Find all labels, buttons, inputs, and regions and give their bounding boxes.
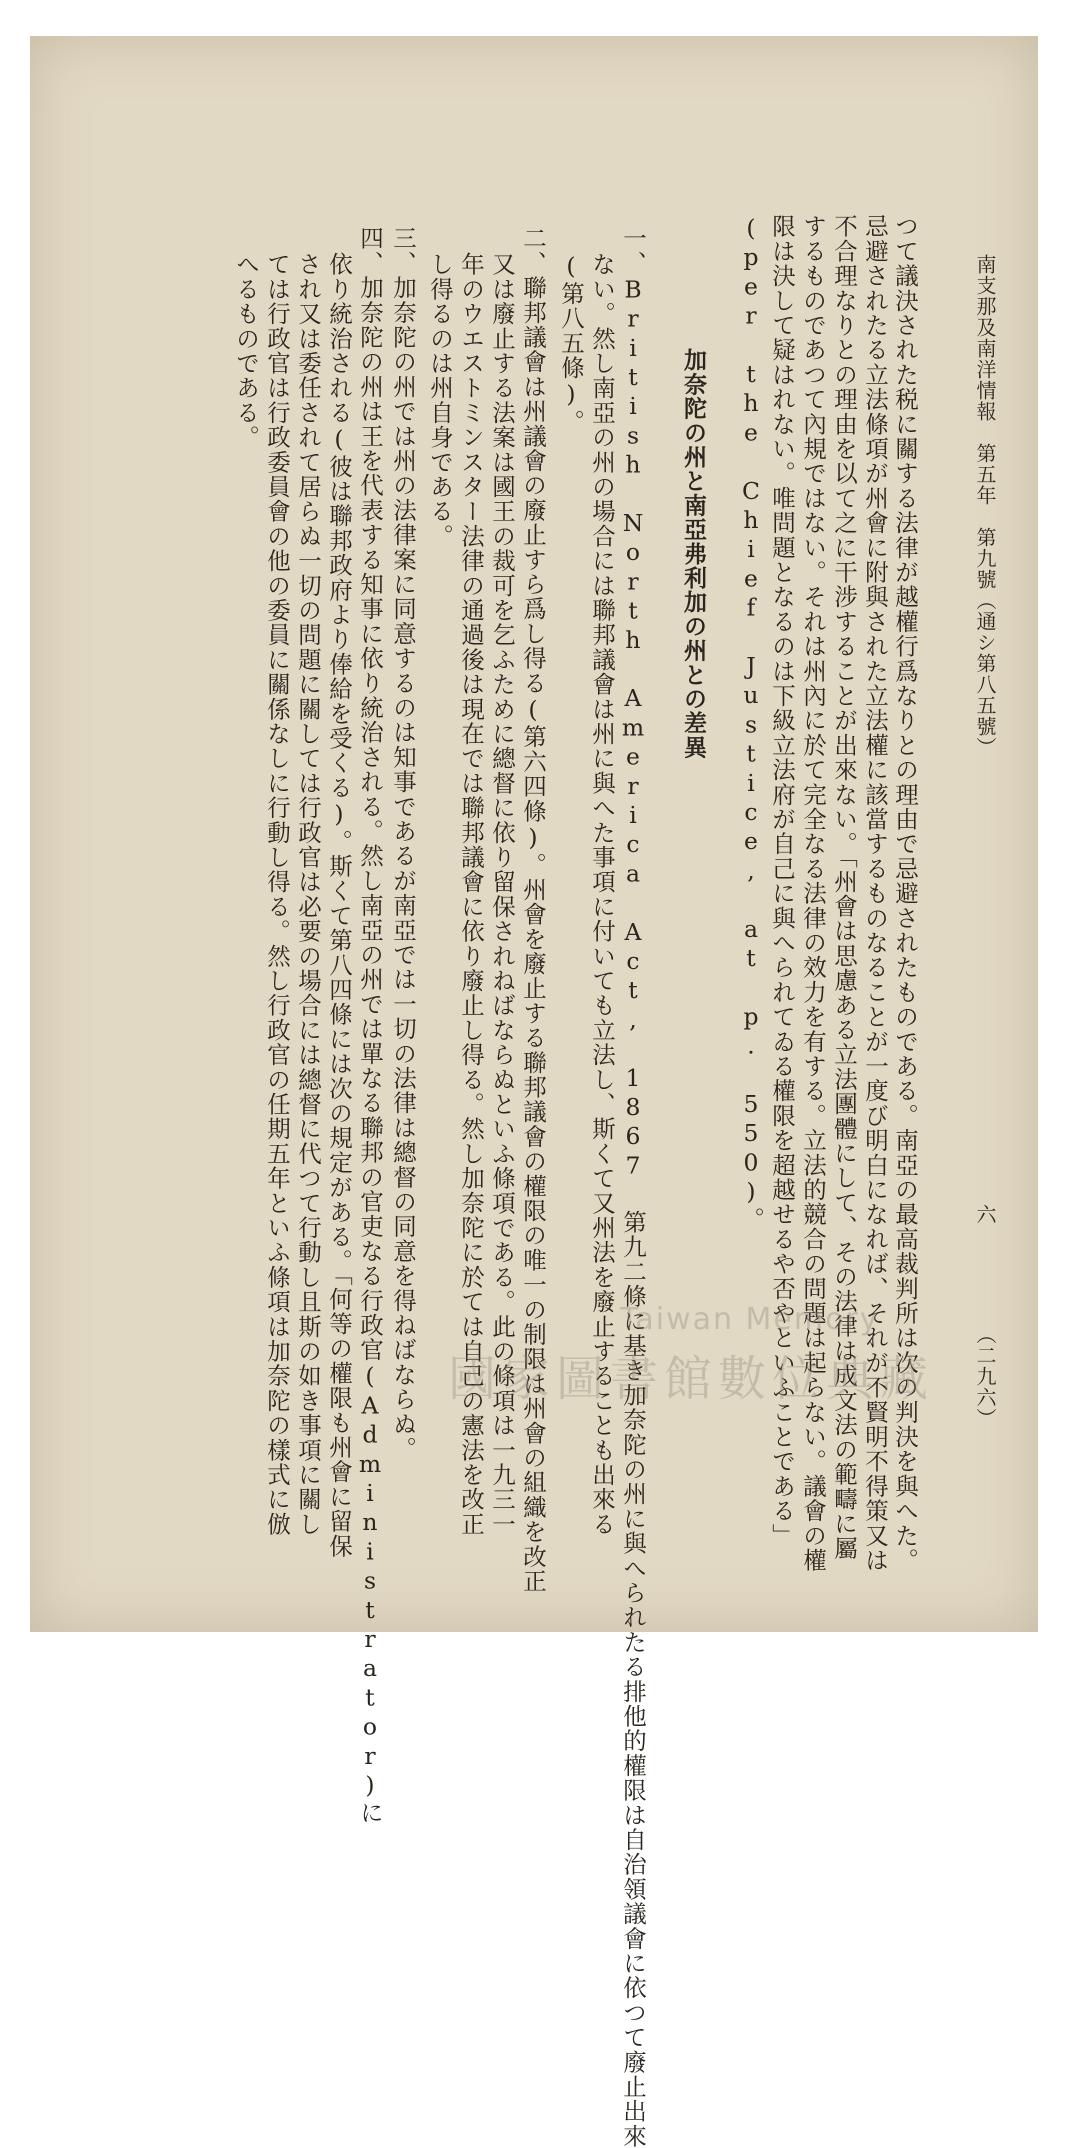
- text-line: 年のウエストミンスター法律の通過後は現在では聯邦議會に依り廢止し得る。然し加奈陀に於ては自己の憲法を改正: [457, 252, 485, 1537]
- text-line: 三、加奈陀の州では州の法律案に同意するのは知事であるが南亞では一切の法律は總督の同意を得ねばならぬ。: [389, 226, 417, 1461]
- running-header: 南支那及南洋情報 第五年 第九號（通シ第八五號）: [973, 254, 997, 758]
- page-kanji: 六: [973, 1204, 997, 1225]
- text-line: され又は委任されて居らぬ一切の問題に關しては行政官は必要の場合には總督に代つて行動し且斯の如き事項に關し: [294, 252, 322, 1537]
- text-line: 忌避されたる立法條項が州會に附與された立法權に該當するものなることが一度び明白になれば、それが不賢明不得策又は: [861, 214, 889, 1573]
- text-line: 又は廢止する法案は國王の裁可を乞ふために總督に依り留保されねばならぬといふ條項である。此の條項は一九三一: [488, 252, 516, 1537]
- text-line: し得るのは州自身である。: [426, 252, 454, 549]
- text-line: 四、加奈陀の州は王を代表する知事に依り統治される。然し南亞の州では單なる聯邦の官吏なる行政官(Administrator)に: [356, 226, 384, 1825]
- text-line: ない。然し南亞の州の場合には聯邦議會は州に與へた事項に付いても立法し、斯くて又州法を廢止することも出來る: [588, 252, 616, 1537]
- watermark-chinese: 國家圖書館數位典藏: [448, 1351, 935, 1407]
- watermark-english: Taiwan Memory: [620, 1302, 880, 1337]
- text-line: 依り統治される(彼は聯邦政府より俸給を受くる)。斯くて第八四條には次の規定がある。「何等の權限も州會に留保: [325, 252, 353, 1559]
- page-number: （二九六）: [973, 1324, 997, 1429]
- citation: (per the Chief Justice, at p. 550)。: [737, 214, 765, 1232]
- text-line: 一、British North America Act, 1867 第九二條に基き加奈陀の州に與へられたる排他的權限は自治領議會に依つて廢止出來: [619, 226, 647, 2148]
- text-line: 限は決して疑はれない。唯問題となるのは下級立法府が自己に與へられてゐる權限を超越せるや否やといふことである」: [768, 214, 796, 1548]
- text-line: (第八五條)。: [557, 252, 585, 434]
- text-line: 二、聯邦議會は州議會の廢止すら爲し得る(第六四條)。州會を廢止する聯邦議會の權限の唯一の制限は州會の組織を改正: [519, 226, 547, 1594]
- text-line: つて議決された税に關する法律が越權行爲なりとの理由で忌避されたものである。南亞の最高裁判所は次の判決を與へた。: [891, 214, 919, 1573]
- text-line: へるものである。: [232, 252, 260, 450]
- text-line: 不合理なりとの理由を以て之に干涉することが出來ない。「州會は思慮ある立法團體にして、その法律は成文法の範疇に屬: [830, 214, 858, 1561]
- text-line: するものであつて內規ではない。それは州內に於て完全なる法律の效力を有する。立法的競合の問題は起らない。議會の權: [799, 214, 827, 1573]
- section-heading: 加奈陀の州と南亞弗利加の州との差異: [680, 348, 707, 760]
- text-line: ては行政官は行政委員會の他の委員に關係なしに行動し得る。然し行政官の任期五年といふ條項は加奈陀の樣式に倣: [263, 252, 291, 1537]
